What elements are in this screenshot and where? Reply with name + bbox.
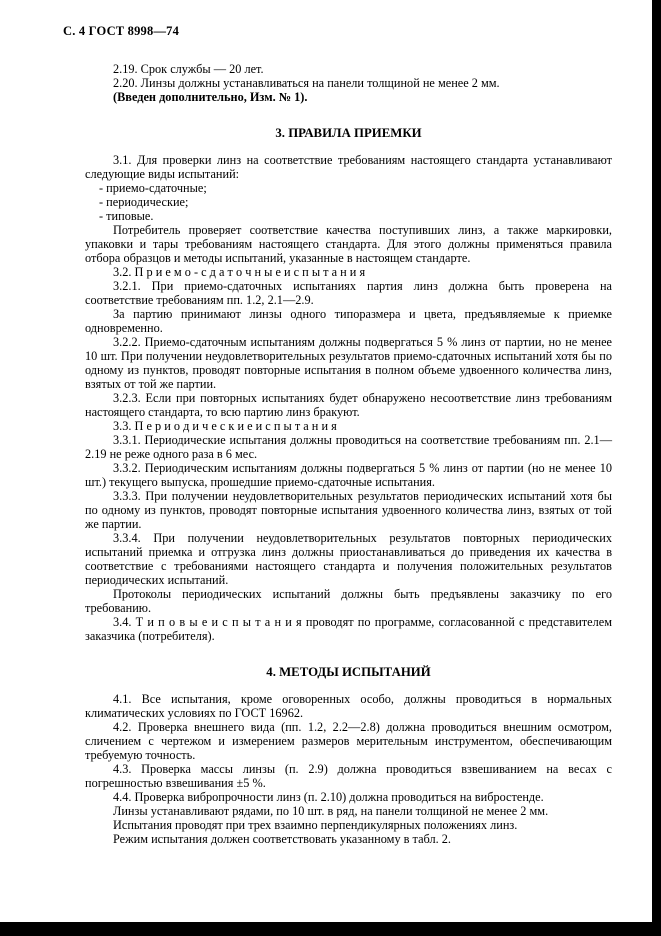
paragraph: 4.1. Все испытания, кроме оговоренных особо, должны проводиться в нормальных климатических условиях по ГОСТ 16962.: [85, 692, 612, 720]
page-header: С. 4 ГОСТ 8998—74: [63, 24, 180, 38]
document-body: [85, 62, 612, 846]
scan-edge-right: [652, 0, 661, 936]
paragraph: Протоколы периодических испытаний должны быть предъявлены заказчику по его требованию.: [85, 587, 612, 615]
paragraph: За партию принимают линзы одного типоразмера и цвета, предъявляемые к приемке одновременно.: [85, 307, 612, 335]
paragraph: 3.3.2. Периодическим испытаниям должны подвергаться 5 % линз от партии (но не менее 10 шт.) текущего выпуска, прошедшие приемо-сдаточные испытания.: [85, 461, 612, 489]
paragraph: Линзы устанавливают рядами, по 10 шт. в ряд, на панели толщиной не менее 2 мм.: [113, 804, 549, 818]
section-heading-rules: 3. ПРАВИЛА ПРИЕМКИ: [275, 126, 422, 140]
list-item: - приемо-сдаточные;: [99, 181, 207, 195]
paragraph: 4.3. Проверка массы линзы (п. 2.9) должна проводиться взвешиванием на весах с погрешностью взвешивания ±5 %.: [85, 762, 612, 790]
paragraph: 3.3.1. Периодические испытания должны проводиться на соответствие требованиям пп. 2.1—2.19 не реже одного раза в 6 мес.: [85, 433, 612, 461]
paragraph: 2.19. Срок службы — 20 лет.: [113, 62, 264, 76]
paragraph: 4.2. Проверка внешнего вида (пп. 1.2, 2.2—2.8) должна проводиться внешним осмотром, сличением с чертежом и измерением размеров мерительным инструментом, обеспечивающим требуемую точность.: [85, 720, 612, 762]
paragraph: Потребитель проверяет соответствие качества поступивших линз, а также маркировки, упаковки и тары требованиям настоящего стандарта. Для этого должны применяться правила отбора образцов и методы испытаний, указанные в настоящем стандарте.: [85, 223, 612, 265]
paragraph: 2.20. Линзы должны устанавливаться на панели толщиной не менее 2 мм.: [113, 76, 500, 90]
subsection-heading: 3.2. П р и е м о - с д а т о ч н ы е и с п ы т а н и я: [113, 265, 366, 279]
subsection-heading: 3.3. П е р и о д и ч е с к и е и с п ы т а н и я: [113, 419, 337, 433]
paragraph: 3.1. Для проверки линз на соответствие требованиям настоящего стандарта устанавливают следующие виды испытаний:: [85, 153, 612, 181]
list-item: - периодические;: [99, 195, 189, 209]
paragraph: 3.2.1. При приемо-сдаточных испытаниях партия линз должна быть проверена на соответствие требованиям пп. 1.2, 2.1—2.9.: [85, 279, 612, 307]
paragraph: 3.3.3. При получении неудовлетворительных результатов периодических испытаний хотя бы по одному из пунктов, проводят повторные испытания удвоенного количества линз, взятых от той же партии.: [85, 489, 612, 531]
list-item: - типовые.: [99, 209, 154, 223]
paragraph: 3.2.2. Приемо-сдаточным испытаниям должны подвергаться 5 % линз от партии, но не менее 10 шт. При получении неудовлетворительных результатов приемо-сдаточных испытаний хотя бы по одному из пунктов, проводят повторные испытания в полном объеме удвоенного количества линз, взятых от той же партии.: [85, 335, 612, 391]
paragraph: 4.4. Проверка вибропрочности линз (п. 2.10) должна проводиться на вибростенде.: [113, 790, 544, 804]
paragraph: Режим испытания должен соответствовать указанному в табл. 2.: [113, 832, 451, 846]
section-heading-methods: 4. МЕТОДЫ ИСПЫТАНИЙ: [266, 665, 431, 679]
paragraph: 3.3.4. При получении неудовлетворительных результатов повторных периодических испытаний приемка и отгрузка линз должны приостанавливаться до приведения их качества в соответствие с требованиями настоящего стандарта и получения положительных результатов периодических испытаний.: [85, 531, 612, 587]
paragraph: 3.2.3. Если при повторных испытаниях будет обнаружено несоответствие линз требованиям настоящего стандарта, то всю партию линз бракуют.: [85, 391, 612, 419]
paragraph: Испытания проводят при трех взаимно перпендикулярных положениях линз.: [113, 818, 518, 832]
subsection-heading: 3.4. Т и п о в ы е и с п ы т а н и я проводят по программе, согласованной с представителем заказчика (потребителя).: [85, 615, 612, 643]
amendment-note: (Введен дополнительно, Изм. № 1).: [113, 90, 308, 104]
scan-edge-bottom: [0, 922, 661, 936]
